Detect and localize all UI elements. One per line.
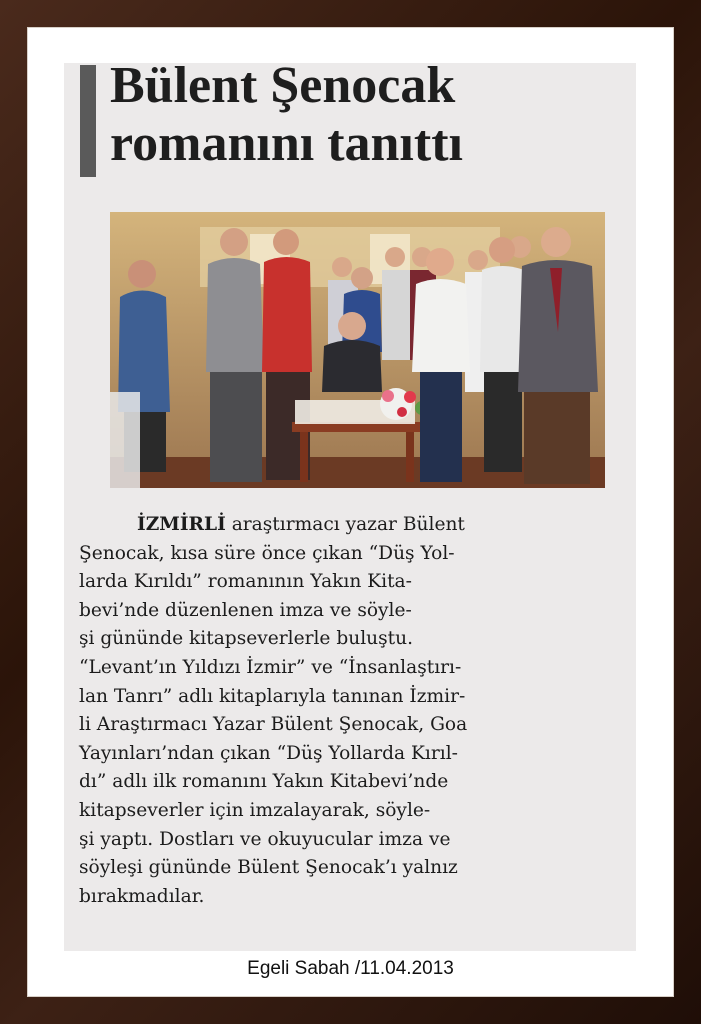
article-line: dı” adlı ilk romanını Yakın Kitabevi’nde: [79, 771, 449, 793]
article-lead: İZMİRLİ: [137, 514, 226, 535]
article-line: lan Tanrı” adlı kitaplarıyla tanınan İzmir-: [79, 685, 466, 707]
headline-accent-bar: [80, 65, 96, 177]
article-body: [79, 511, 624, 911]
article-line: şi gününde kitapseverlerle buluştu.: [79, 628, 414, 650]
article-line: bırakmadılar.: [79, 885, 205, 907]
article-line-text: araştırmacı yazar Bülent: [225, 514, 465, 535]
article-line: li Araştırmacı Yazar Bülent Şenocak, Goa: [79, 714, 468, 736]
article-line: kitapseverler için imzalayarak, söyle-: [79, 799, 431, 821]
headline-line-1: Bülent Şenocak: [110, 63, 456, 114]
source-caption: Egeli Sabah /11.04.2013: [247, 958, 454, 979]
article-line: bevi’nde düzenlenen imza ve söyle-: [79, 599, 412, 621]
article-line: [79, 511, 624, 540]
article-line: “Levant’ın Yıldızı İzmir” ve “İnsanlaştırı-: [79, 656, 462, 678]
headline-line-2: romanını tanıttı: [110, 115, 463, 172]
newspaper-clipping: [64, 63, 636, 951]
article-line: söyleşi gününde Bülent Şenocak’ı yalnız: [79, 857, 458, 879]
article-line: larda Kırıldı” romanının Yakın Kita-: [79, 571, 412, 593]
headline: [110, 63, 630, 173]
article-line: şi yaptı. Dostları ve okuyucular imza ve: [79, 828, 451, 850]
article-line: Şenocak, kısa süre önce çıkan “Düş Yol-: [79, 542, 455, 564]
article-line: Yayınları’ndan çıkan “Düş Yollarda Kırıl-: [79, 742, 458, 764]
event-photo-illustration: [110, 212, 605, 488]
event-photo: [110, 212, 605, 488]
